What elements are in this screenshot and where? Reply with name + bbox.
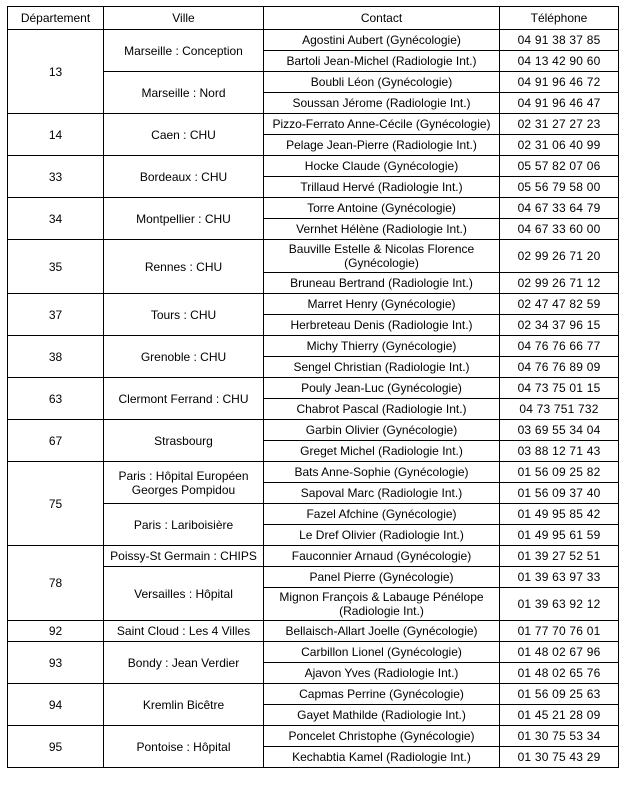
contact-cell: Chabrot Pascal (Radiologie Int.) <box>264 399 500 420</box>
telephone-cell: 02 31 06 40 99 <box>500 135 619 156</box>
departement-cell: 75 <box>8 462 104 546</box>
ville-cell: Strasbourg <box>104 420 264 462</box>
telephone-cell: 01 45 21 28 09 <box>500 705 619 726</box>
telephone-cell: 01 49 95 85 42 <box>500 504 619 525</box>
ville-cell: Paris : Lariboisière <box>104 504 264 546</box>
contacts-table <box>7 6 619 768</box>
ville-cell: Bondy : Jean Verdier <box>104 642 264 684</box>
contact-cell: Fazel Afchine (Gynécologie) <box>264 504 500 525</box>
telephone-cell: 02 99 26 71 12 <box>500 273 619 294</box>
telephone-cell: 01 77 70 76 01 <box>500 621 619 642</box>
contact-cell: Pelage Jean-Pierre (Radiologie Int.) <box>264 135 500 156</box>
contact-cell: Michy Thierry (Gynécologie) <box>264 336 500 357</box>
contact-cell: Soussan Jérome (Radiologie Int.) <box>264 93 500 114</box>
telephone-cell: 03 88 12 71 43 <box>500 441 619 462</box>
table-row <box>8 114 619 135</box>
contact-cell: Bruneau Bertrand (Radiologie Int.) <box>264 273 500 294</box>
telephone-cell: 01 30 75 53 34 <box>500 726 619 747</box>
ville-cell: Paris : Hôpital Européen Georges Pompidou <box>104 462 264 504</box>
header-contact: Contact <box>264 7 500 30</box>
contact-cell: Fauconnier Arnaud (Gynécologie) <box>264 546 500 567</box>
telephone-cell: 03 69 55 34 04 <box>500 420 619 441</box>
ville-cell: Montpellier : CHU <box>104 198 264 240</box>
contact-cell: Pizzo-Ferrato Anne-Cécile (Gynécologie) <box>264 114 500 135</box>
contact-cell: Carbillon Lionel (Gynécologie) <box>264 642 500 663</box>
contact-cell: Le Dref Olivier (Radiologie Int.) <box>264 525 500 546</box>
ville-cell: Caen : CHU <box>104 114 264 156</box>
contact-cell: Marret Henry (Gynécologie) <box>264 294 500 315</box>
telephone-cell: 04 73 75 01 15 <box>500 378 619 399</box>
ville-cell: Grenoble : CHU <box>104 336 264 378</box>
telephone-cell: 04 91 38 37 85 <box>500 30 619 51</box>
header-ville: Ville <box>104 7 264 30</box>
ville-cell: Versailles : Hôpital <box>104 567 264 621</box>
telephone-cell: 01 39 63 92 12 <box>500 588 619 621</box>
contact-cell: Garbin Olivier (Gynécologie) <box>264 420 500 441</box>
telephone-cell: 04 67 33 64 79 <box>500 198 619 219</box>
contact-cell: Sapoval Marc (Radiologie Int.) <box>264 483 500 504</box>
ville-cell: Saint Cloud : Les 4 Villes <box>104 621 264 642</box>
contact-cell: Torre Antoine (Gynécologie) <box>264 198 500 219</box>
table-row <box>8 462 619 483</box>
departement-cell: 13 <box>8 30 104 114</box>
ville-cell: Clermont Ferrand : CHU <box>104 378 264 420</box>
contact-cell: Pouly Jean-Luc (Gynécologie) <box>264 378 500 399</box>
telephone-cell: 04 91 96 46 47 <box>500 93 619 114</box>
ville-cell: Pontoise : Hôpital <box>104 726 264 768</box>
table-row <box>8 378 619 399</box>
contact-cell: Sengel Christian (Radiologie Int.) <box>264 357 500 378</box>
telephone-cell: 01 56 09 37 40 <box>500 483 619 504</box>
table-row <box>8 546 619 567</box>
telephone-cell: 01 56 09 25 63 <box>500 684 619 705</box>
ville-cell: Poissy-St Germain : CHIPS <box>104 546 264 567</box>
contact-cell: Herbreteau Denis (Radiologie Int.) <box>264 315 500 336</box>
departement-cell: 92 <box>8 621 104 642</box>
contact-cell: Kechabtia Kamel (Radiologie Int.) <box>264 747 500 768</box>
contact-cell: Capmas Perrine (Gynécologie) <box>264 684 500 705</box>
ville-cell: Tours : CHU <box>104 294 264 336</box>
table-body <box>8 30 619 768</box>
ville-cell: Marseille : Conception <box>104 30 264 72</box>
table-row <box>8 726 619 747</box>
departement-cell: 63 <box>8 378 104 420</box>
contact-cell: Bellaisch-Allart Joelle (Gynécologie) <box>264 621 500 642</box>
contact-cell: Agostini Aubert (Gynécologie) <box>264 30 500 51</box>
departement-cell: 37 <box>8 294 104 336</box>
telephone-cell: 04 76 76 89 09 <box>500 357 619 378</box>
telephone-cell: 01 48 02 67 96 <box>500 642 619 663</box>
contact-cell: Bartoli Jean-Michel (Radiologie Int.) <box>264 51 500 72</box>
header-row <box>8 7 619 30</box>
telephone-cell: 02 99 26 71 20 <box>500 240 619 273</box>
table-row <box>8 684 619 705</box>
contact-cell: Mignon François & Labauge Pénélope (Radiologie Int.) <box>264 588 500 621</box>
departement-cell: 95 <box>8 726 104 768</box>
telephone-cell: 04 76 76 66 77 <box>500 336 619 357</box>
table-row <box>8 198 619 219</box>
departement-cell: 35 <box>8 240 104 294</box>
ville-cell: Marseille : Nord <box>104 72 264 114</box>
table-row <box>8 240 619 273</box>
departement-cell: 38 <box>8 336 104 378</box>
departement-cell: 33 <box>8 156 104 198</box>
telephone-cell: 05 56 79 58 00 <box>500 177 619 198</box>
telephone-cell: 02 34 37 96 15 <box>500 315 619 336</box>
departement-cell: 67 <box>8 420 104 462</box>
contact-cell: Hocke Claude (Gynécologie) <box>264 156 500 177</box>
telephone-cell: 01 39 63 97 33 <box>500 567 619 588</box>
contact-cell: Bats Anne-Sophie (Gynécologie) <box>264 462 500 483</box>
telephone-cell: 01 48 02 65 76 <box>500 663 619 684</box>
table-row <box>8 294 619 315</box>
departement-cell: 34 <box>8 198 104 240</box>
table-row <box>8 336 619 357</box>
header-telephone: Téléphone <box>500 7 619 30</box>
telephone-cell: 05 57 82 07 06 <box>500 156 619 177</box>
telephone-cell: 01 56 09 25 82 <box>500 462 619 483</box>
ville-cell: Kremlin Bicêtre <box>104 684 264 726</box>
table-row <box>8 420 619 441</box>
telephone-cell: 04 91 96 46 72 <box>500 72 619 93</box>
contact-cell: Boubli Léon (Gynécologie) <box>264 72 500 93</box>
contact-cell: Bauville Estelle & Nicolas Florence (Gynécologie) <box>264 240 500 273</box>
table-row <box>8 621 619 642</box>
departement-cell: 78 <box>8 546 104 621</box>
contact-cell: Poncelet Christophe (Gynécologie) <box>264 726 500 747</box>
telephone-cell: 01 30 75 43 29 <box>500 747 619 768</box>
table-row <box>8 156 619 177</box>
header-departement: Département <box>8 7 104 30</box>
table-row <box>8 30 619 51</box>
telephone-cell: 04 13 42 90 60 <box>500 51 619 72</box>
contact-cell: Ajavon Yves (Radiologie Int.) <box>264 663 500 684</box>
contact-cell: Vernhet Hélène (Radiologie Int.) <box>264 219 500 240</box>
contact-cell: Trillaud Hervé (Radiologie Int.) <box>264 177 500 198</box>
telephone-cell: 01 49 95 61 59 <box>500 525 619 546</box>
telephone-cell: 04 67 33 60 00 <box>500 219 619 240</box>
table-row <box>8 642 619 663</box>
ville-cell: Bordeaux : CHU <box>104 156 264 198</box>
telephone-cell: 02 31 27 27 23 <box>500 114 619 135</box>
telephone-cell: 02 47 47 82 59 <box>500 294 619 315</box>
telephone-cell: 01 39 27 52 51 <box>500 546 619 567</box>
contact-cell: Gayet Mathilde (Radiologie Int.) <box>264 705 500 726</box>
telephone-cell: 04 73 751 732 <box>500 399 619 420</box>
ville-cell: Rennes : CHU <box>104 240 264 294</box>
contact-cell: Greget Michel (Radiologie Int.) <box>264 441 500 462</box>
contact-cell: Panel Pierre (Gynécologie) <box>264 567 500 588</box>
departement-cell: 93 <box>8 642 104 684</box>
departement-cell: 14 <box>8 114 104 156</box>
departement-cell: 94 <box>8 684 104 726</box>
